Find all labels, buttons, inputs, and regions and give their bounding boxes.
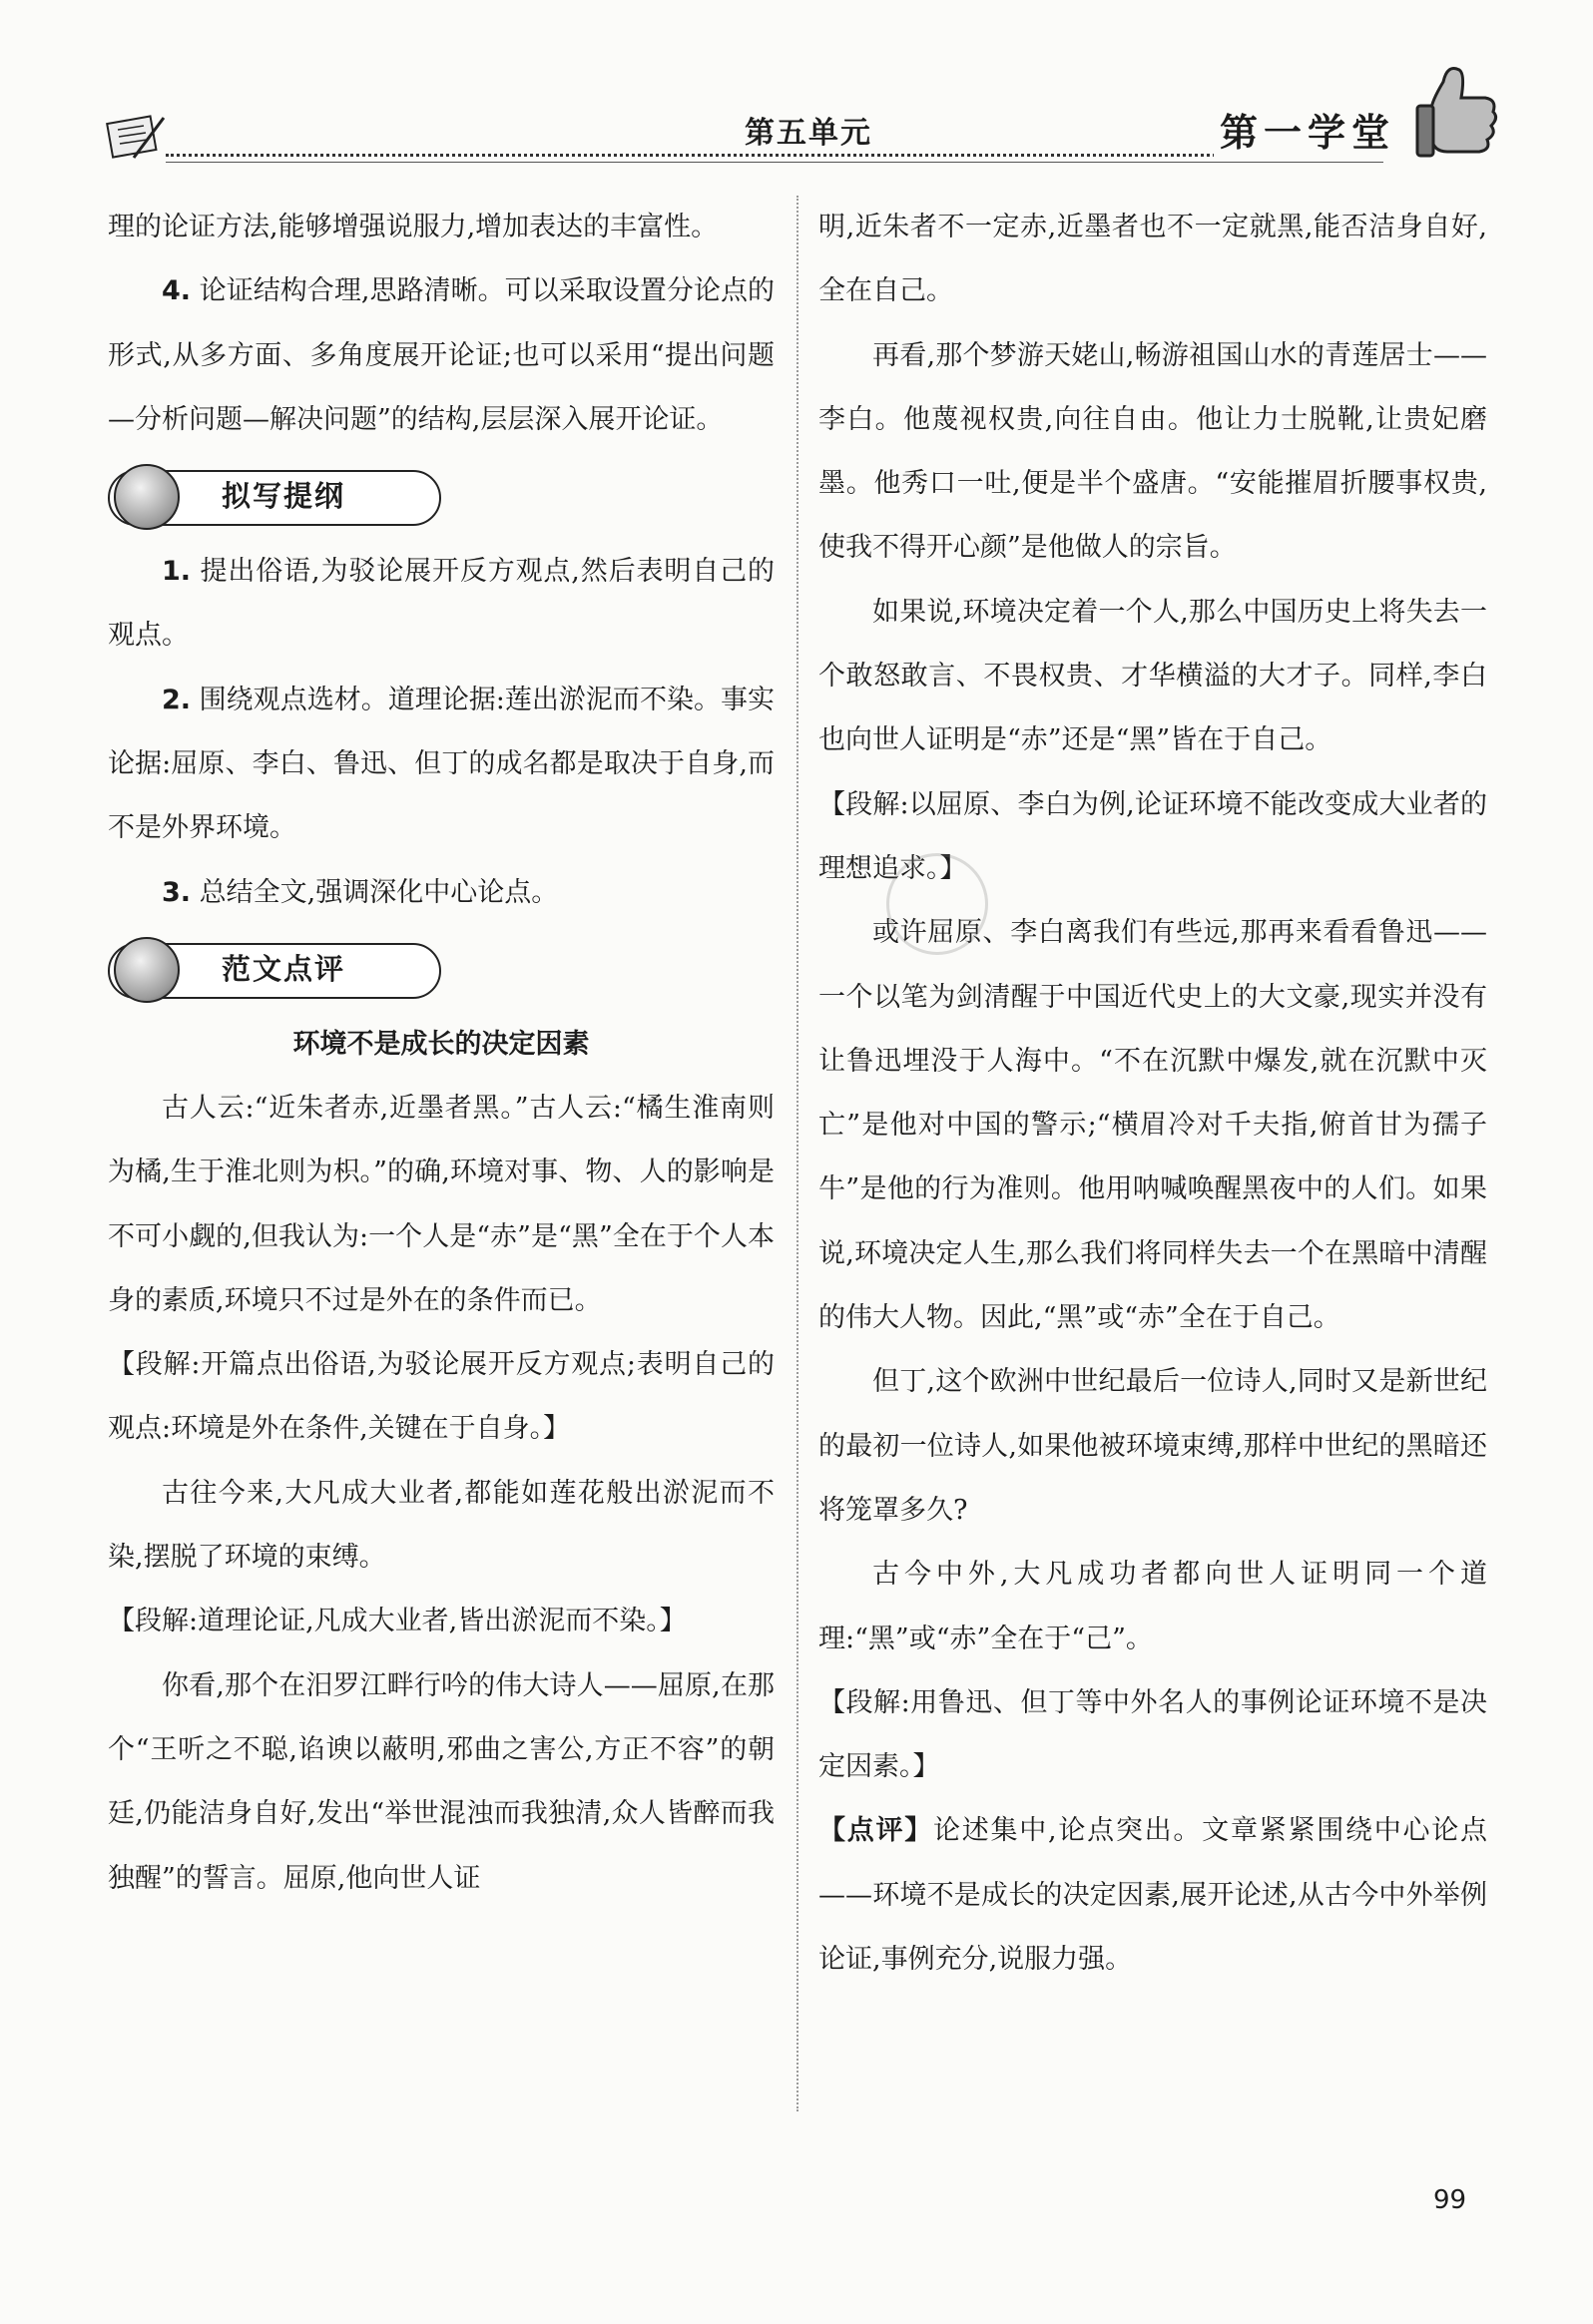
paragraph-analysis: 【段解:道理论证,凡成大业者,皆出淤泥而不染。】	[108, 1606, 687, 1637]
essay-paragraph: 如果说,环境决定着一个人,那么中国历史上将失去一个敢怒敢言、不畏权贵、才华横溢的大才子。同样,李白也向世人证明是“赤”还是“黑”皆在于自己。	[818, 596, 1487, 756]
header-dotted-rule	[166, 154, 1383, 157]
page-header	[96, 96, 1493, 186]
essay-paragraph: 再看,那个梦游天姥山,畅游祖国山水的青莲居士——李白。他蔑视权贵,向往自由。他让力士脱靴,让贵妃磨墨。他秀口一吐,便是半个盛唐。“安能摧眉折腰事权贵,使我不得开心颜”是他做人的宗旨。	[818, 339, 1487, 564]
item-text: 围绕观点选材。道理论据:莲出淤泥而不染。事实论据:屈原、李白、鲁迅、但丁的成名都是取决于自身,而不是外界环境。	[108, 684, 775, 844]
outline-item	[108, 540, 775, 669]
item-text: 总结全文,强调深化中心论点。	[199, 876, 559, 908]
paragraph-analysis: 【段解:以屈原、李白为例,论证环境不能改变成大业者的理想追求。】	[818, 788, 1487, 884]
section-title: 拟写提纲	[222, 479, 346, 514]
page-number: 99	[1433, 2185, 1467, 2215]
outline-item	[108, 861, 775, 925]
item-number: 2.	[162, 684, 192, 715]
essay-paragraph: 你看,那个在汨罗江畔行吟的伟大诗人——屈原,在那个“王听之不聪,谄谀以蔽明,邪曲之害公,方正不容”的朝廷,仍能洁身自好,发出“举世混浊而我独清,众人皆醉而我独醒”的誓言。屈原,他向世人证	[108, 1669, 775, 1894]
outline-item	[108, 669, 775, 861]
left-column	[108, 196, 775, 1911]
header-rule	[166, 162, 1383, 163]
thumbs-up-icon	[1413, 62, 1503, 172]
item-number: 4.	[162, 275, 192, 307]
item-text: 论证结构合理,思路清晰。可以采取设置分论点的形式,从多方面、多角度展开论证;也可以采用“提出问题—分析问题—解决问题”的结构,层层深入展开论证。	[108, 275, 775, 435]
review-label: 【点评】	[818, 1815, 934, 1847]
notebook-icon	[104, 114, 166, 162]
item-text: 提出俗语,为驳论展开反方观点,然后表明自己的观点。	[108, 556, 775, 652]
right-column	[818, 196, 1487, 1992]
paragraph-analysis: 【段解:用鲁迅、但丁等中外名人的事例论证环境不是决定因素。】	[818, 1686, 1487, 1783]
thumb-badge-icon	[114, 464, 180, 530]
essay-paragraph: 古今中外,大凡成功者都向世人证明同一个道理:“黑”或“赤”全在于“己”。	[818, 1559, 1487, 1654]
section-title: 范文点评	[222, 951, 346, 986]
column-divider	[796, 196, 798, 2111]
essay-paragraph: 古人云:“近朱者赤,近墨者黑。”古人云:“橘生淮南则为橘,生于淮北则为枳。”的确,环境对事、物、人的影响是不可小觑的,但我认为:一个人是“赤”是“黑”全在于个人本身的素质,环境只不过是外在的条件而已。	[108, 1092, 775, 1316]
paragraph: 理的论证方法,能够增强说服力,增加表达的丰富性。	[108, 212, 719, 242]
review-text: 论述集中,论点突出。文章紧紧围绕中心论点——环境不是成长的决定因素,展开论述,从古今中外举例论证,事例充分,说服力强。	[818, 1815, 1487, 1976]
thumb-badge-icon	[114, 937, 180, 1003]
paragraph	[108, 259, 775, 452]
item-number: 1.	[162, 556, 192, 588]
section-heading-sample	[108, 935, 775, 999]
section-heading-outline	[108, 462, 775, 526]
paragraph-analysis: 【段解:开篇点出俗语,为驳论展开反方观点;表明自己的观点:环境是外在条件,关键在于自身。】	[108, 1349, 775, 1445]
item-number: 3.	[162, 876, 192, 908]
essay-paragraph: 但丁,这个欧洲中世纪最后一位诗人,同时又是新世纪的最初一位诗人,如果他被环境束缚,那样中世纪的黑暗还将笼罩多久?	[818, 1366, 1487, 1526]
review-paragraph	[818, 1799, 1487, 1992]
essay-title: 环境不是成长的决定因素	[292, 1028, 590, 1060]
essay-paragraph: 或许屈原、李白离我们有些远,那再来看看鲁迅——一个以笔为剑清醒于中国近代史上的大文豪,现实并没有让鲁迅埋没于人海中。“不在沉默中爆发,就在沉默中灭亡”是他对中国的警示;“横眉冷对千夫指,俯首甘为孺子牛”是他的行为准则。他用呐喊唤醒黑夜中的人们。如果说,环境决定人生,那么我们将同样失去一个在黑暗中清醒的伟大人物。因此,“黑”或“赤”全在于自己。	[818, 917, 1487, 1334]
unit-title: 第五单元	[735, 108, 882, 152]
watermark-seal	[886, 853, 988, 955]
brand-title: 第一学堂	[1214, 102, 1401, 157]
essay-paragraph: 明,近朱者不一定赤,近墨者也不一定就黑,能否洁身自好,全在自己。	[818, 212, 1487, 307]
essay-paragraph: 古往今来,大凡成大业者,都能如莲花般出淤泥而不染,摆脱了环境的束缚。	[108, 1477, 775, 1574]
